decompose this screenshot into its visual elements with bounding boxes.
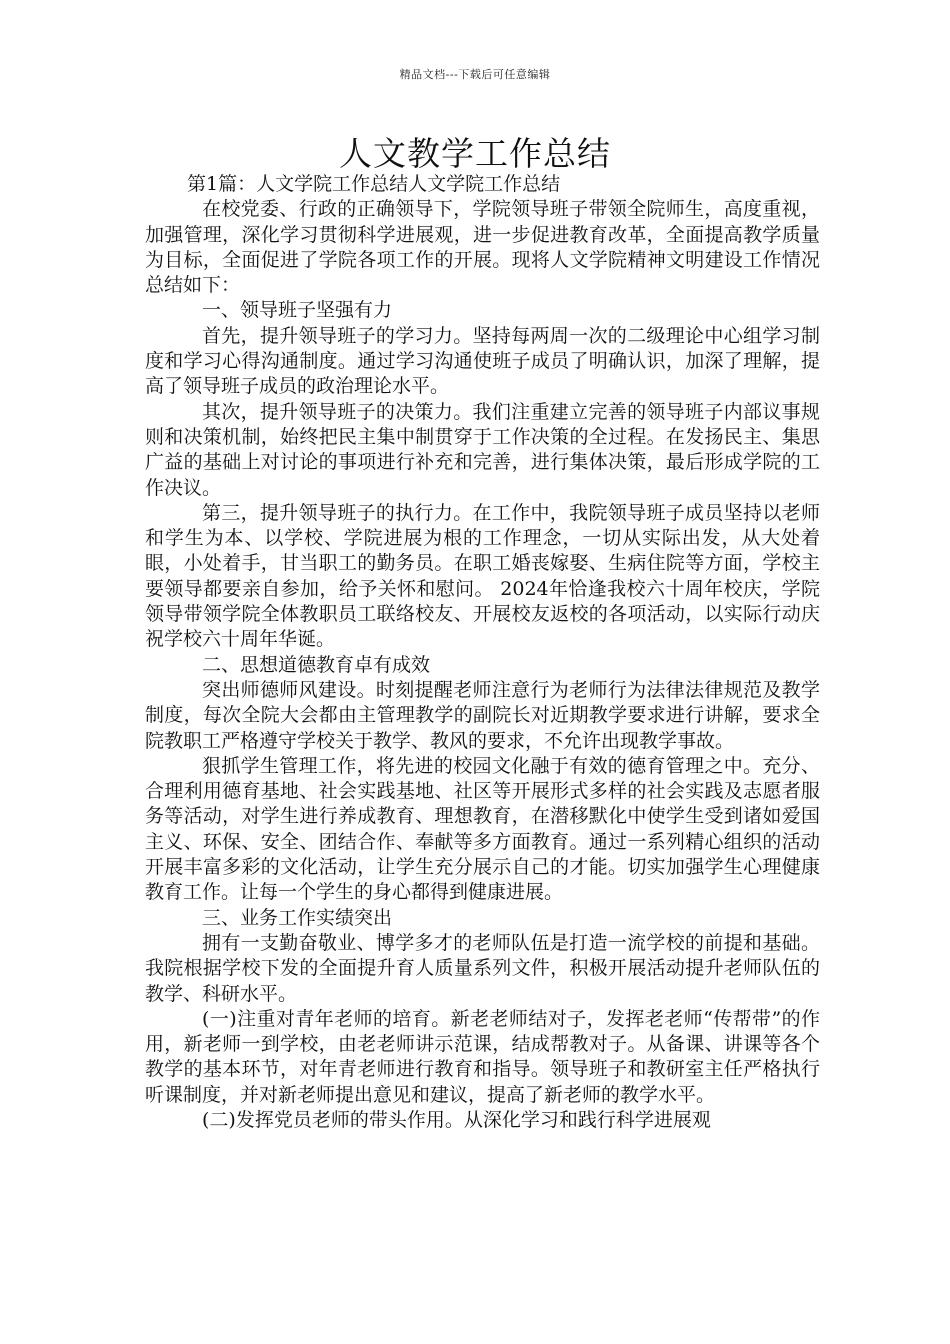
paragraph: 突出师德师风建设。时刻提醒老师注意行为老师行为法律法律规范及教学制度，每次全院大会都由主管理教学的副院长对近期教学要求进行讲解，要求全院教职工严格遵守学校关于教学、教风的要求，不允许出现教学事故。 bbox=[145, 678, 820, 752]
paragraph: 第三，提升领导班子的执行力。在工作中，我院领导班子成员坚持以老师和学生为本、以学校、学院进展为根的工作理念，一切从实际出发，从大处着眼，小处着手，甘当职工的勤务员。在职工婚丧嫁娶、生病住院等方面，学校主要领导都要亲自参加，给予关怀和慰问。 2024年恰逢我校六十周年校庆，学院领导带领学院全体教职员工联络校友、开展校友返校的各项活动，以实际行动庆祝学校六十周年华诞。 bbox=[145, 501, 820, 651]
document-subtitle: 第1篇：人文学院工作总结人文学院工作总结 bbox=[187, 173, 561, 195]
section-heading-3: 三、业务工作实绩突出 bbox=[202, 906, 393, 929]
sub-paragraph-2: (二)发挥党员老师的带头作用。从深化学习和践行科学进展观 bbox=[202, 1108, 711, 1131]
section-heading-1: 一、领导班子坚强有力 bbox=[202, 299, 393, 322]
paragraph: 狠抓学生管理工作，将先进的校园文化融于有效的德育管理之中。充分、合理利用德育基地、社会实践基地、社区等开展形式多样的社会实践及志愿者服务等活动，对学生进行养成教育、理想教育，在潜移默化中使学生受到诸如爱国主义、环保、安全、团结合作、奉献等多方面教育。通过一系列精心组织的活动开展丰富多彩的文化活动，让学生充分展示自己的才能。切实加强学生心理健康教育工作。让每一个学生的身心都得到健康进展。 bbox=[145, 754, 820, 904]
document-body bbox=[145, 172, 820, 1133]
header-note: 精品文档---下载后可任意编辑 bbox=[399, 68, 551, 81]
document-title: 人文教学工作总结 bbox=[339, 134, 611, 173]
section-heading-2: 二、思想道德教育卓有成效 bbox=[202, 653, 431, 676]
paragraph: 其次，提升领导班子的决策力。我们注重建立完善的领导班子内部议事规则和决策机制，始终把民主集中制贯穿于工作决策的全过程。在发扬民主、集思广益的基础上对讨论的事项进行补充和完善，进行集体决策，最后形成学院的工作决议。 bbox=[145, 400, 820, 499]
paragraph: 首先，提升领导班子的学习力。坚持每两周一次的二级理论中心组学习制度和学习心得沟通制度。通过学习沟通使班子成员了明确认识，加深了理解，提高了领导班子成员的政治理论水平。 bbox=[145, 324, 820, 398]
sub-paragraph-1: (一)注重对青年老师的培育。新老老师结对子，发挥老老师“传帮带”的作用，新老师一到学校，由老老师讲示范课，结成帮教对子。从备课、讲课等各个教学的基本环节，对年青老师进行教育和指导。领导班子和教研室主任严格执行听课制度，并对新老师提出意见和建议，提高了新老师的教学水平。 bbox=[145, 1007, 820, 1106]
paragraph-intro: 在校党委、行政的正确领导下，学院领导班子带领全院师生，高度重视，加强管理，深化学习贯彻科学进展观，进一步促进教育改革，全面提高教学质量为目标，全面促进了学院各项工作的开展。现将人文学院精神文明建设工作情况总结如下： bbox=[145, 198, 820, 297]
paragraph: 拥有一支勤奋敬业、博学多才的老师队伍是打造一流学校的前提和基础。我院根据学校下发的全面提升育人质量系列文件，积极开展活动提升老师队伍的教学、科研水平。 bbox=[145, 931, 820, 1005]
